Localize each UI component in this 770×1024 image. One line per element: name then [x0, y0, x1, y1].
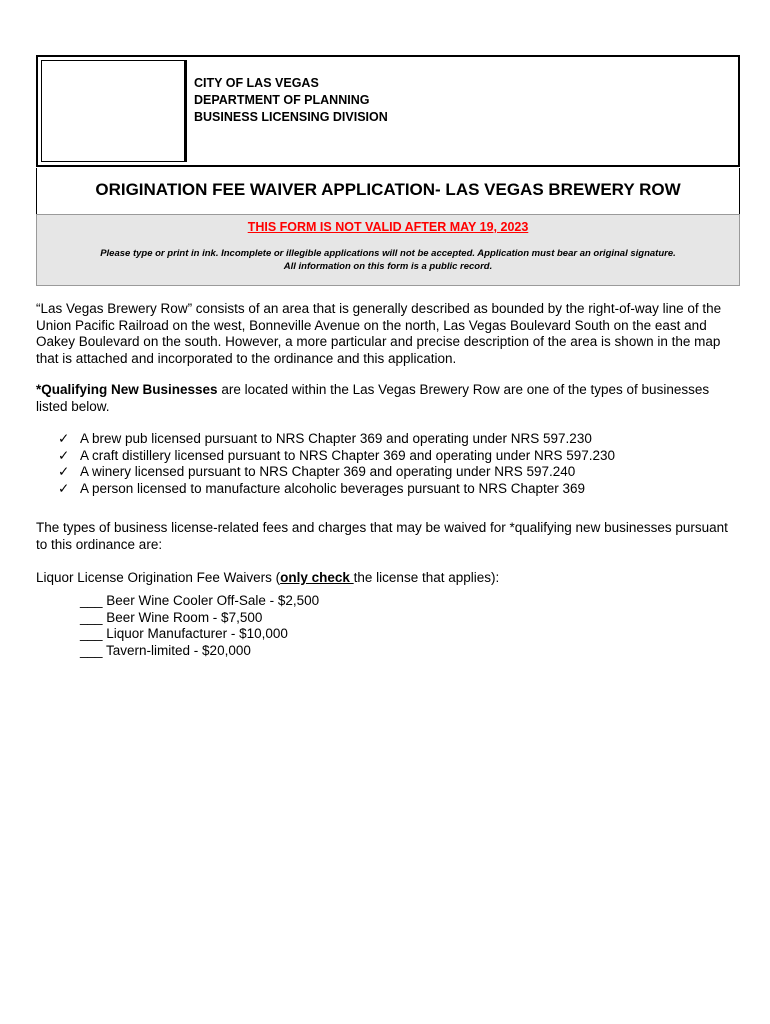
title-box [36, 168, 740, 214]
city-name: CITY OF LAS VEGAS [194, 76, 319, 90]
department-name: DEPARTMENT OF PLANNING [194, 93, 370, 107]
validity-notice: THIS FORM IS NOT VALID AFTER MAY 19, 2023 [247, 220, 529, 234]
fees-intro: The types of business license-related fees and charges that may be waived for *qualifying new businesses pursuant to this ordinance are: [36, 520, 728, 552]
form-title: ORIGINATION FEE WAIVER APPLICATION- LAS VEGAS BREWERY ROW [95, 180, 681, 199]
fee-option-list [80, 593, 319, 659]
qualifying-text: are located within the Las Vegas Brewery Row are one of the types of businesses listed below. [36, 382, 710, 414]
checkmark-icon: ✓ [58, 464, 70, 479]
liquor-waiver-heading: Liquor License Origination Fee Waivers (only check the license that applies): [36, 570, 500, 585]
header-divider [185, 60, 187, 162]
list-item: ✓ A craft distillery licensed pursuant to NRS Chapter 369 and operating under NRS 597.230 [58, 447, 616, 463]
area-description: “Las Vegas Brewery Row” consists of an area that is generally described as bounded by the right-of-way line of the Union Pacific Railroad on the west, Bonneville Avenue on the north, Las Vegas Boulevard South on the east and Oakey Boulevard on the south. However, a more particular and precise description of the area is shown in the map that is attached and incorporated to the ordinance and this application. [36, 301, 722, 366]
only-check-emphasis: only check [280, 570, 354, 585]
checkmark-icon: ✓ [58, 447, 70, 463]
list-item: ✓ A person licensed to manufacture alcoholic beverages pursuant to NRS Chapter 369 [58, 480, 586, 496]
business-type-list [58, 431, 615, 497]
fee-option-liquor-manufacturer[interactable]: ___ Liquor Manufacturer - $10,000 [80, 626, 288, 641]
checkmark-icon: ✓ [58, 480, 70, 496]
list-item: ✓ A brew pub licensed pursuant to NRS Chapter 369 and operating under NRS 597.230 [58, 431, 592, 446]
fee-option-beer-wine-room[interactable]: ___ Beer Wine Room - $7,500 [80, 609, 263, 625]
department-block [194, 75, 388, 126]
qualifying-paragraph [36, 382, 736, 415]
logo-placeholder [41, 60, 185, 162]
instructions [37, 247, 739, 273]
list-item: ✓ A winery licensed pursuant to NRS Chapter 369 and operating under NRS 597.240 [58, 464, 576, 479]
header-box [36, 55, 740, 167]
division-name: BUSINESS LICENSING DIVISION [194, 110, 388, 124]
fee-option-beer-wine-cooler[interactable]: ___ Beer Wine Cooler Off-Sale - $2,500 [80, 593, 320, 608]
checkmark-icon: ✓ [58, 431, 70, 446]
instruction-line-1: Please type or print in ink. Incomplete or illegible applications will not be accepted. Application must bear an original signature. [100, 248, 676, 259]
notice-box [36, 214, 740, 286]
instruction-line-2: All information on this form is a public record. [283, 261, 493, 272]
qualifying-heading: *Qualifying New Businesses [36, 382, 218, 397]
fee-option-tavern-limited[interactable]: ___ Tavern-limited - $20,000 [80, 642, 251, 658]
